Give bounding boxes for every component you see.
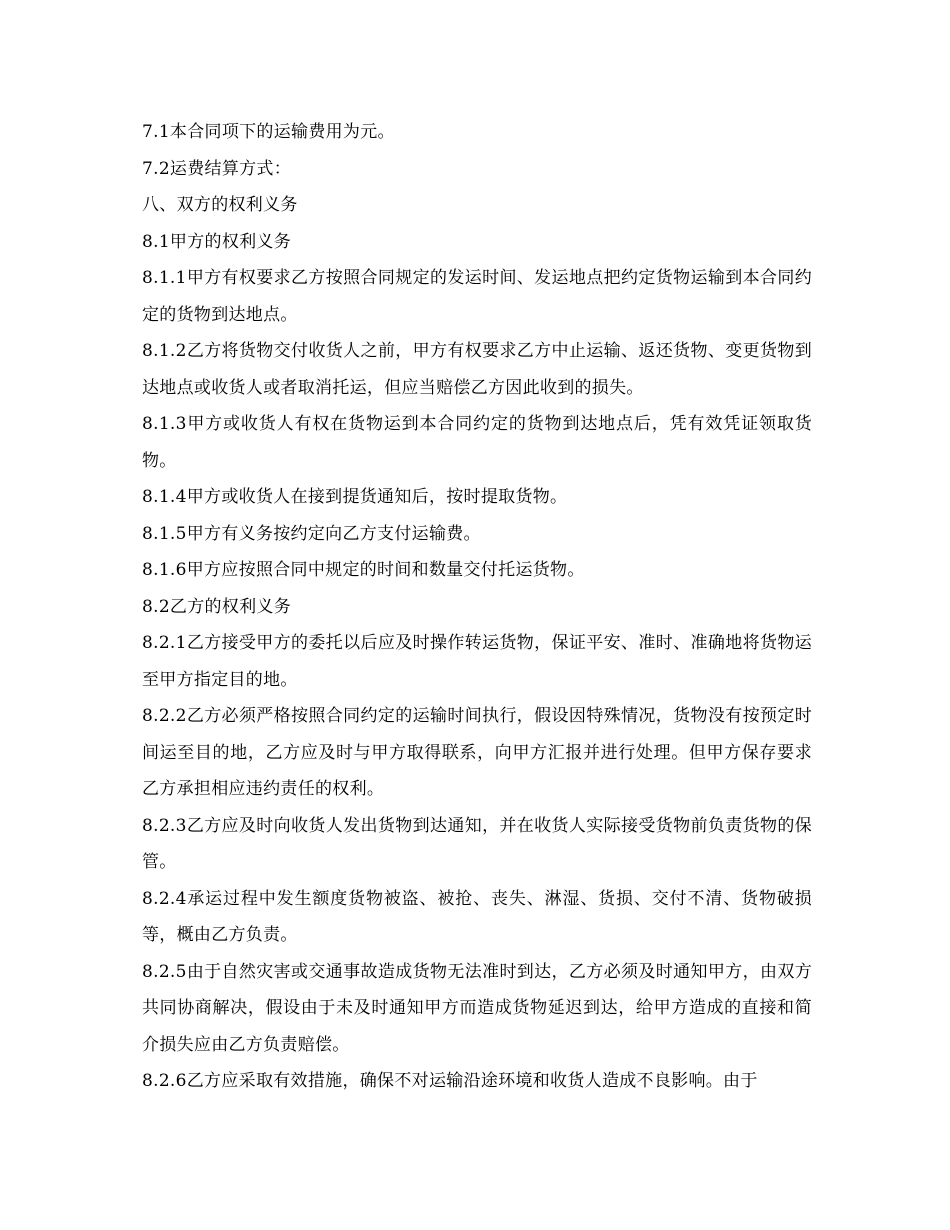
clause-8-2-1: 8.2.1乙方接受甲方的委托以后应及时操作转运货物，保证平安、准时、准确地将货物运至甲方指定目的地。	[142, 633, 812, 690]
clause-8-2-3: 8.2.3乙方应及时向收货人发出货物到达通知，并在收货人实际接受货物前负责货物的保管。	[142, 815, 812, 872]
clause-7-2: 7.2运费结算方式：	[142, 158, 292, 179]
clause-8-1-1: 8.1.1甲方有权要求乙方按照合同规定的发运时间、发运地点把约定货物运输到本合同约定的货物到达地点。	[142, 268, 812, 325]
section-heading-8: 八、双方的权利义务	[142, 195, 298, 215]
clause-8-2-4: 8.2.4承运过程中发生额度货物被盗、被抢、丧失、淋湿、货损、交付不清、货物破损等，概由乙方负责。	[142, 888, 812, 945]
clause-8-1-3: 8.1.3甲方或收货人有权在货物运到本合同约定的货物到达地点后，凭有效凭证领取货物。	[142, 414, 812, 471]
clause-8-2-6: 8.2.6乙方应采取有效措施，确保不对运输沿途环境和收货人造成不良影响。由于	[142, 1071, 758, 1091]
clause-8-1: 8.1甲方的权利义务	[142, 231, 292, 252]
clause-7-1: 7.1本合同项下的运输费用为元。	[142, 122, 395, 142]
clause-8-1-5: 8.1.5甲方有义务按约定向乙方支付运输费。	[142, 523, 481, 544]
clause-8-2: 8.2乙方的权利义务	[142, 596, 292, 617]
document-body	[142, 114, 812, 1100]
clause-8-2-2: 8.2.2乙方必须严格按照合同约定的运输时间执行，假设因特殊情况，货物没有按预定时间运至目的地，乙方应及时与甲方取得联系，向甲方汇报并进行处理。但甲方保存要求乙方承担相应违约责任的权利。	[142, 706, 812, 799]
clause-8-2-5: 8.2.5由于自然灾害或交通事故造成货物无法准时到达，乙方必须及时通知甲方，由双方共同协商解决，假设由于未及时通知甲方而造成货物延迟到达，给甲方造成的直接和简介损失应由乙方负责赔偿。	[142, 961, 812, 1055]
clause-8-1-4: 8.1.4甲方或收货人在接到提货通知后，按时提取货物。	[142, 487, 568, 507]
clause-8-1-2: 8.1.2乙方将货物交付收货人之前，甲方有权要求乙方中止运输、返还货物、变更货物到达地点或收货人或者取消托运，但应当赔偿乙方因此收到的损失。	[142, 341, 812, 398]
clause-8-1-6: 8.1.6甲方应按照合同中规定的时间和数量交付托运货物。	[142, 560, 585, 580]
